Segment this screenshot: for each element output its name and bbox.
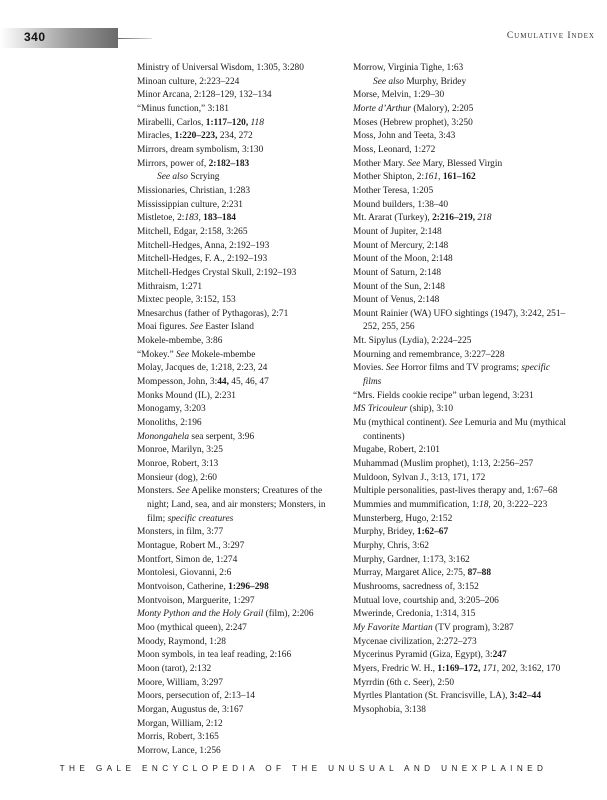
index-entry: Mirrors, power of, 2:182–183: [137, 158, 250, 169]
index-entry: Murphy, Chris, 3:62: [353, 540, 429, 551]
index-entry: Mitchell-Hedges, F. A., 2:192–193: [137, 254, 268, 265]
index-entry: Mycerinus Pyramid (Giza, Egypt), 3:247: [353, 650, 507, 661]
index-subentry: See also Scrying: [157, 172, 220, 183]
index-entry: Moss, John and Teeta, 3:43: [353, 131, 456, 142]
index-entry: Mnesarchus (father of Pythagoras), 2:71: [137, 308, 289, 319]
index-entry: Mother Teresa, 1:205: [353, 185, 434, 196]
index-entry: Mithraism, 1:271: [137, 281, 203, 292]
index-entry: Mount of Venus, 2:148: [353, 295, 440, 306]
index-entry: Minor Arcana, 2:128–129, 132–134: [137, 90, 272, 101]
index-entry: Munsterberg, Hugo, 2:152: [353, 513, 453, 524]
index-entry: Mycenae civilization, 2:272–273: [353, 636, 477, 647]
index-entry: Mount Rainier (WA) UFO sightings (1947), 3:242, 251–252, 255, 256: [353, 308, 566, 333]
index-entry: Movies. See Horror films and TV programs; specific films: [353, 363, 551, 388]
index-entry: Mompesson, John, 3:44, 45, 46, 47: [137, 377, 269, 388]
index-entry: “Minus function,” 3:181: [137, 103, 229, 114]
index-entry: Monogamy, 3:203: [137, 404, 206, 415]
index-entry: Monsters. See Apelike monsters; Creatures of the night; Land, sea, and air monsters; Monsters, in film; specific creatures: [137, 486, 326, 524]
index-entry: Multiple personalities, past-lives therapy and, 1:67–68: [353, 486, 558, 497]
index-entry: Montfort, Simon de, 1:274: [137, 554, 238, 565]
index-entry: Moses (Hebrew prophet), 3:250: [353, 117, 473, 128]
index-entry: Morgan, Augustus de, 3:167: [137, 704, 244, 715]
index-entry: Morse, Melvin, 1:29–30: [353, 90, 445, 101]
index-subentry: See also Murphy, Bridey: [373, 76, 467, 87]
index-entry: Mt. Ararat (Turkey), 2:216–219, 218: [353, 213, 492, 224]
index-entry: Mount of Mercury, 2:148: [353, 240, 449, 251]
index-entry: Montague, Robert M., 3:297: [137, 540, 245, 551]
index-entry: Mother Shipton, 2:161, 161–162: [353, 172, 476, 183]
index-entry: “Mrs. Fields cookie recipe” urban legend, 3:231: [353, 390, 534, 401]
index-entry: Mound builders, 1:38–40: [353, 199, 449, 210]
index-entry: Moai figures. See Easter Island: [137, 322, 254, 333]
index-entry: Mount of the Sun, 2:148: [353, 281, 445, 292]
index-entry: Montvoison, Marguerite, 1:297: [137, 595, 255, 606]
index-entry: Moore, William, 3:297: [137, 677, 223, 688]
index-entry: Mummies and mummification, 1:18, 20, 3:222–223: [353, 500, 548, 510]
index-entry: Monroe, Marilyn, 3:25: [137, 445, 223, 456]
running-head: Cumulative Index: [506, 31, 595, 41]
index-entry: Mitchell-Hedges Crystal Skull, 2:192–193: [137, 267, 297, 278]
index-entry: Mwerinde, Credonia, 1:314, 315: [353, 609, 476, 620]
index-entry: Mutual love, courtship and, 3:205–206: [353, 595, 499, 606]
index-entry: Montolesi, Giovanni, 2:6: [137, 568, 232, 579]
index-entry: Mount of Jupiter, 2:148: [353, 226, 442, 237]
index-entry: Monty Python and the Holy Grail (film), 2:206: [137, 609, 314, 620]
index-entry: Monroe, Robert, 3:13: [137, 459, 219, 470]
index-entry: Morrow, Lance, 1:256: [137, 745, 221, 756]
index-entry: Mount of Saturn, 2:148: [353, 267, 442, 278]
footer-title: THE GALE ENCYCLOPEDIA OF THE UNUSUAL AND UNEXPLAINED: [59, 764, 548, 773]
page-number-tab: [0, 28, 118, 48]
index-entry: Missionaries, Christian, 1:283: [137, 185, 251, 196]
index-entry: Monongahela sea serpent, 3:96: [137, 431, 255, 442]
index-entry: Muhammad (Muslim prophet), 1:13, 2:256–257: [353, 459, 534, 470]
index-entry: Ministry of Universal Wisdom, 1:305, 3:280: [137, 63, 304, 73]
header-rule: [118, 38, 152, 39]
index-entry: My Favorite Martian (TV program), 3:287: [353, 622, 514, 633]
index-entry: Moon (tarot), 2:132: [137, 663, 212, 674]
index-entry: Moors, persecution of, 2:13–14: [137, 691, 255, 702]
index-entry: Murphy, Gardner, 1:173, 3:162: [353, 554, 470, 565]
index-entry: Myrrdin (6th c. Seer), 2:50: [353, 677, 455, 688]
index-entry: Mixtec people, 3:152, 153: [137, 295, 236, 306]
page-number: 340: [24, 30, 46, 44]
index-entry: Mistletoe, 2:183, 183–184: [137, 213, 236, 224]
index-entry: Muldoon, Sylvan J., 3:13, 171, 172: [353, 472, 486, 483]
index-entry: Monoliths, 2:196: [137, 418, 202, 429]
index-entry: Monsieur (dog), 2:60: [137, 472, 217, 483]
index-entry: Mirabelli, Carlos, 1:117–120, 118: [137, 117, 264, 128]
index-column-left: [137, 62, 337, 758]
index-entry: Mother Mary. See Mary, Blessed Virgin: [353, 158, 503, 169]
index-entry: Mugabe, Robert, 2:101: [353, 445, 440, 456]
index-entry: Monsters, in film, 3:77: [137, 527, 224, 538]
index-entry: Murray, Margaret Alice, 2:75, 87–88: [353, 568, 491, 579]
index-entry: Mysophobia, 3:138: [353, 704, 426, 715]
index-column-right: [353, 62, 567, 718]
index-entry: Morgan, William, 2:12: [137, 718, 223, 729]
index-entry: Mount of the Moon, 2:148: [353, 254, 453, 265]
index-entry: Moody, Raymond, 1:28: [137, 636, 226, 647]
index-entry: Mu (mythical continent). See Lemuria and Mu (mythical continents): [353, 418, 566, 442]
index-entry: Mourning and remembrance, 3:227–228: [353, 349, 505, 360]
index-entry: “Mokey.” See Mokele-mbembe: [137, 349, 256, 360]
index-entry: Molay, Jacques de, 1:218, 2:23, 24: [137, 363, 268, 374]
index-entry: Morris, Robert, 3:165: [137, 732, 219, 743]
index-entry: MS Tricouleur (ship), 3:10: [353, 404, 454, 415]
index-entry: Moon symbols, in tea leaf reading, 2:166: [137, 650, 292, 661]
index-entry: Murphy, Bridey, 1:62–67: [353, 527, 449, 538]
index-entry: Mitchell, Edgar, 2:158, 3:265: [137, 226, 248, 237]
index-entry: Mt. Sipylus (Lydia), 2:224–225: [353, 336, 472, 347]
index-entry: Montvoison, Catherine, 1:296–298: [137, 581, 269, 592]
index-entry: Moss, Leonard, 1:272: [353, 144, 436, 155]
index-entry: Mokele-mbembe, 3:86: [137, 336, 223, 347]
index-entry: Mississippian culture, 2:231: [137, 199, 243, 210]
index-entry: Morte d’Arthur (Malory), 2:205: [353, 103, 474, 114]
index-entry: Mitchell-Hedges, Anna, 2:192–193: [137, 240, 270, 251]
index-entry: Monks Mound (IL), 2:231: [137, 390, 236, 401]
index-entry: Myers, Fredric W. H., 1:169–172, 171, 202, 3:162, 170: [353, 663, 561, 674]
page-header: [0, 28, 607, 48]
index-entry: Morrow, Virginia Tighe, 1:63: [353, 63, 464, 73]
index-entry: Myrtles Plantation (St. Francisville, LA), 3:42–44: [353, 691, 542, 702]
index-entry: Mushrooms, sacredness of, 3:152: [353, 581, 479, 592]
index-entry: Miracles, 1:220–223, 234, 272: [137, 131, 253, 142]
index-entry: Mirrors, dream symbolism, 3:130: [137, 144, 264, 155]
index-entry: Moo (mythical queen), 2:247: [137, 622, 247, 633]
index-entry: Minoan culture, 2:223–224: [137, 76, 240, 87]
